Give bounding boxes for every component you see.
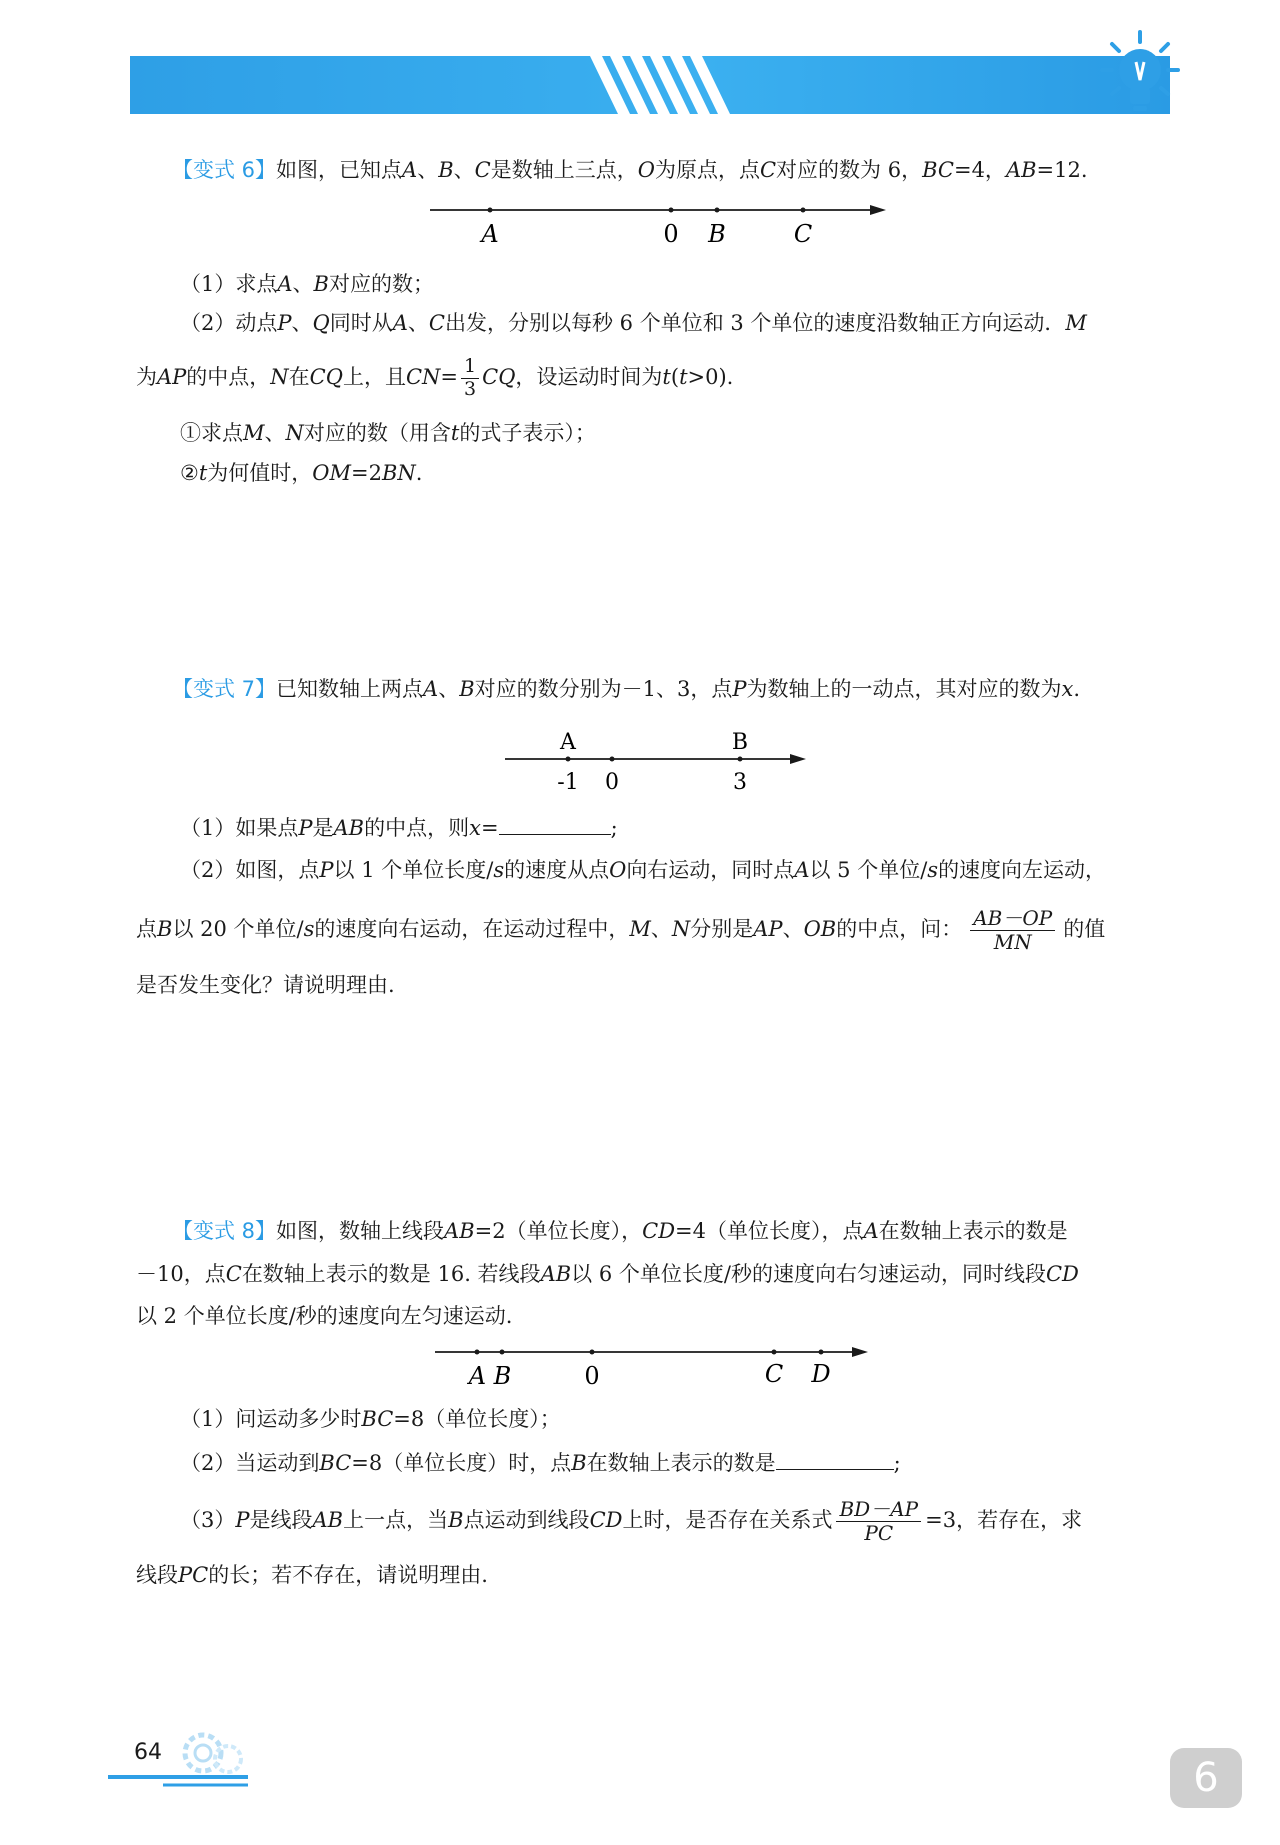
v8-point-o [590, 1350, 595, 1355]
v8-label-ab: A B [468, 1362, 512, 1390]
v6-sub-question-1: ①求点M、N对应的数（用含t的式子表示）； [180, 421, 596, 445]
v8-label-o: 0 [584, 1362, 600, 1390]
page-badge: 6 [1170, 1748, 1242, 1808]
v6-sub-question-2: ②t为何值时，OM=2BN. [180, 461, 423, 485]
v6-question-2-cont: 为 AP 的中点， N 在 CQ 上，且 CN = $\frac{1}{3}$ CQ ，设运动时间为 t ( t >0). [136, 354, 734, 400]
v7-answer-blank[interactable] [499, 834, 611, 835]
v8-fraction: $\frac{BD-AP}{PC}$ [836, 1498, 921, 1545]
v6-stem: 【变式 6】如图，已知点A、B、C是数轴上三点，O为原点，点C对应的数为 6，BC=4，AB=12. [172, 158, 1088, 182]
v7-label-b: B [731, 730, 749, 755]
v6-point-c [801, 208, 806, 213]
v7-question-2: （2）如图，点P以 1 个单位长度/s的速度从点O向右运动，同时点A以 5 个单位/s的速度向左运动， [180, 858, 1107, 882]
v7-tick-0: 0 [605, 770, 619, 795]
v8-question-2: （2）当运动到BC=8（单位长度）时，点B在数轴上表示的数是 ; [180, 1451, 901, 1475]
v6-point-o [669, 208, 674, 213]
v7-tick-3: 3 [733, 770, 747, 795]
v8-stem-line-1: 【变式 8】如图，数轴上线段AB=2（单位长度），CD=4（单位长度），点A在数轴上表示的数是 [172, 1219, 1068, 1243]
v8-stem-line-2: －10，点C在数轴上表示的数是 16. 若线段AB以 6 个单位长度/秒的速度向右匀速运动，同时线段CD [136, 1262, 1079, 1286]
v6-label-b: B [708, 220, 726, 248]
v8-question-1: （1）问运动多少时BC=8（单位长度）； [180, 1407, 561, 1431]
v7-number-line [500, 725, 810, 797]
v7-stem: 【变式 7】已知数轴上两点A、B对应的数分别为－1、3，点P为数轴上的一动点，其对应的数为x. [172, 677, 1081, 701]
v6-point-a [488, 208, 493, 213]
v8-stem-line-3: 以 2 个单位长度/秒的速度向左匀速运动. [136, 1304, 513, 1328]
v8-question-3-end: 线段PC的长；若不存在，请说明理由. [136, 1563, 488, 1587]
v6-label-c: C [793, 220, 813, 248]
v7-point-a [566, 757, 571, 762]
v6-tag: 【变式 6】 [172, 158, 277, 182]
v6-label-a: A [481, 220, 499, 248]
v6-question-1: （1）求点A、B对应的数； [180, 272, 434, 296]
v6-point-b [715, 208, 720, 213]
v6-number-line [420, 198, 890, 250]
page-number: 64 [134, 1740, 162, 1765]
v6-label-o: 0 [663, 220, 679, 248]
v7-question-2-cont: 点 B 以 20 个单位/ s 的速度向右运动，在运动过程中， M 、 N 分别是 AP 、 OB 的中点，问： $\frac{AB-OP}{MN}$ 的值 [136, 905, 1106, 954]
v8-tag: 【变式 8】 [172, 1219, 277, 1243]
v8-answer-blank[interactable] [776, 1469, 894, 1470]
v7-question-1: （1）如果点P是AB的中点，则x= ; [180, 816, 618, 840]
v7-point-b [738, 757, 743, 762]
v8-point-c [772, 1350, 777, 1355]
v6-fraction: $\frac{1}{3}$ [461, 356, 479, 401]
v7-fraction: $\frac{AB-OP}{MN}$ [970, 907, 1055, 954]
v7-point-o [610, 757, 615, 762]
v8-label-d: D [811, 1360, 831, 1388]
v8-point-b [500, 1350, 505, 1355]
gear-decoration-icon [108, 1725, 258, 1795]
header-stripes [590, 56, 790, 114]
v7-tick-neg1: -1 [557, 770, 579, 795]
lightbulb-icon [1100, 28, 1180, 118]
v8-point-d [819, 1350, 824, 1355]
v8-label-c: C [764, 1360, 784, 1388]
v7-label-a: A [560, 730, 576, 755]
v7-question-2-end: 是否发生变化？请说明理由. [136, 973, 395, 997]
v8-point-a [475, 1350, 480, 1355]
v8-question-3: （3） P 是线段 AB 上一点，当 B 点运动到线段 CD 上时，是否存在关系式 $\frac{BD-AP}{PC}$ =3，若存在，求 [180, 1496, 1083, 1545]
v8-number-line [430, 1340, 870, 1396]
v7-tag: 【变式 7】 [172, 677, 277, 701]
v6-question-2: （2）动点P、Q同时从A、C出发，分别以每秒 6 个单位和 3 个单位的速度沿数轴正方向运动．M [180, 311, 1087, 335]
